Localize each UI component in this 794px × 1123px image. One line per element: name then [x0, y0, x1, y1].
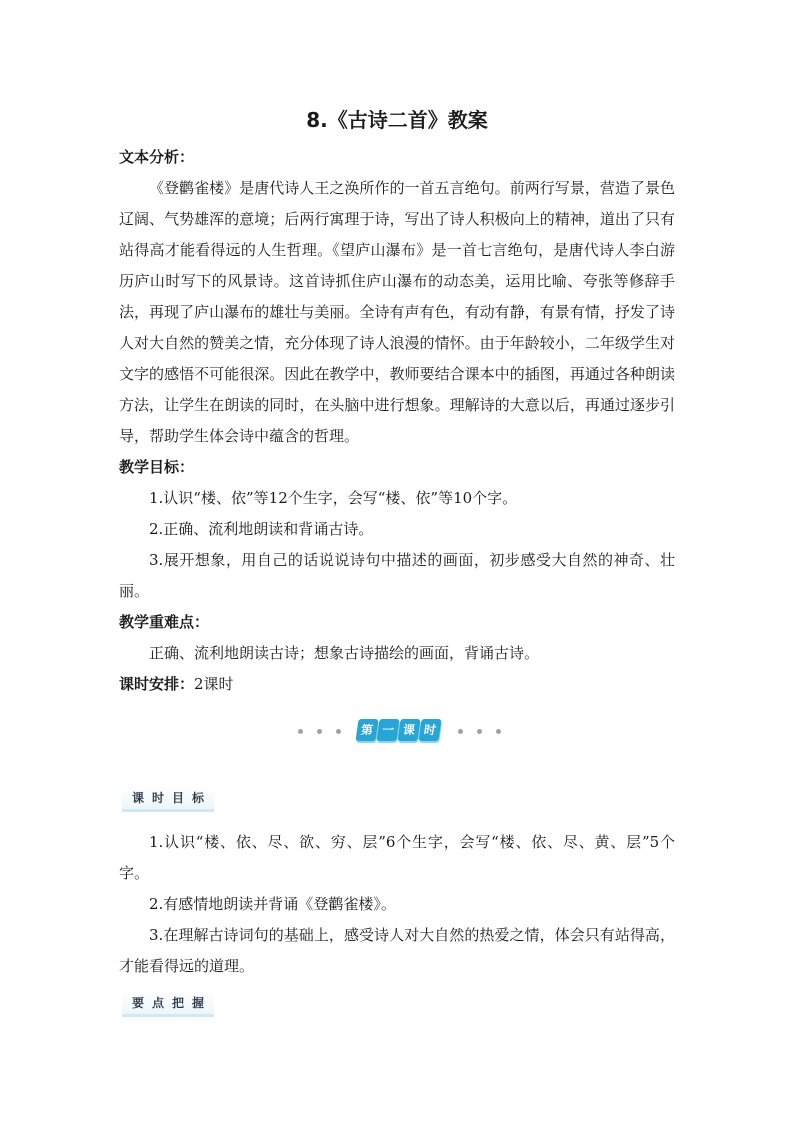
tag-char: 目 — [172, 790, 185, 805]
tag-char: 时 — [152, 790, 165, 805]
dot-icon — [477, 729, 482, 734]
page-title: 8.《古诗二首》教案 — [306, 108, 488, 132]
essentials-tag — [122, 990, 214, 1017]
schedule-heading: 课时安排： — [119, 675, 195, 693]
lesson-goal-item: 1.认识“楼、依、尽、欲、穷、层”6个生字，会写“楼、依、尽、黄、层”5个字。 — [119, 833, 675, 882]
teaching-objectives-section — [119, 452, 675, 607]
lesson-goals-section — [119, 827, 675, 982]
tag-char: 标 — [192, 790, 205, 805]
schedule-section — [119, 669, 675, 700]
divider-dots-right — [458, 729, 501, 734]
text-analysis-section — [119, 142, 675, 452]
tag-char: 要 — [132, 995, 145, 1010]
lesson-goals-tag — [122, 785, 214, 812]
lesson-divider — [0, 717, 794, 747]
schedule-value: 2课时 — [194, 675, 234, 693]
dot-icon — [298, 729, 303, 734]
tag-char: 点 — [152, 995, 165, 1010]
lesson-goal-item: 2.有感情地朗读并背诵《登鹳雀楼》。 — [149, 895, 396, 913]
lesson-goal-item: 3.在理解古诗词句的基础上，感受诗人对大自然的热爱之情，体会只有站得高，才能看得远的道理。 — [119, 926, 675, 975]
text-analysis-heading: 文本分析： — [119, 148, 195, 166]
divider-dots-left — [298, 729, 341, 734]
objective-item: 2.正确、流利地朗读和背诵古诗。 — [149, 520, 374, 538]
dot-icon — [317, 729, 322, 734]
dot-icon — [496, 729, 501, 734]
badge-char: 一 — [376, 719, 399, 741]
text-analysis-paragraph: 《登鹳雀楼》是唐代诗人王之涣所作的一首五言绝句。前两行写景，营造了景色辽阔、气势雄浑的意境；后两行寓理于诗，写出了诗人积极向上的精神，道出了只有站得高才能看得远的人生哲理。《望庐山瀑布》是一首七言绝句，是唐代诗人李白游历庐山时写下的风景诗。这首诗抓住庐山瀑布的动态美，运用比喻、夸张等修辞手法，再现了庐山瀑布的雄壮与美丽。全诗有声有色，有动有静，有景有情，抒发了诗人对大自然的赞美之情，充分体现了诗人浪漫的情怀。由于年龄较小，二年级学生对文字的感悟不可能很深。因此在教学中，教师要结合课本中的插图，再通过各种朗读方法，让学生在朗读的同时，在头脑中进行想象。理解诗的大意以后，再通过逐步引导，帮助学生体会诗中蕴含的哲理。 — [119, 179, 675, 445]
key-points-heading: 教学重难点： — [119, 613, 210, 631]
key-points-text: 正确、流利地朗读古诗；想象古诗描绘的画面，背诵古诗。 — [149, 644, 540, 662]
tag-char: 课 — [132, 790, 145, 805]
badge-char: 课 — [397, 719, 420, 741]
schedule-line — [119, 669, 675, 700]
dot-icon — [458, 729, 463, 734]
badge-char: 第 — [355, 719, 378, 741]
tag-char: 把 — [172, 995, 185, 1010]
lesson-badge — [357, 719, 441, 741]
objective-item: 1.认识“楼、依”等12个生字，会写“楼、依”等10个字。 — [149, 489, 518, 507]
key-points-section — [119, 607, 675, 669]
teaching-objectives-heading: 教学目标： — [119, 458, 195, 476]
objective-item: 3.展开想象，用自己的话说说诗句中描述的画面，初步感受大自然的神奇、壮丽。 — [119, 551, 675, 600]
dot-icon — [336, 729, 341, 734]
tag-char: 握 — [192, 995, 205, 1010]
badge-char: 时 — [418, 719, 441, 741]
